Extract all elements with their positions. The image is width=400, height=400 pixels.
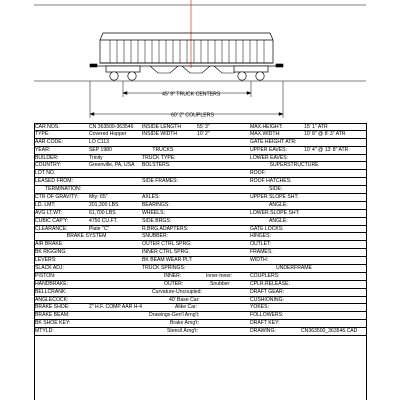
spec-cell: Plate "C" bbox=[89, 225, 110, 232]
spec-cell: LD. LMT: bbox=[35, 201, 56, 208]
spec-cell: 55' 3" bbox=[197, 124, 210, 130]
spec-cell: Covered Hopper bbox=[89, 130, 127, 137]
spec-cell: CUBIC CAP'Y: bbox=[35, 217, 69, 224]
spec-cell: 2" H.F. COMP AAR H-4 bbox=[89, 304, 142, 311]
truck-left bbox=[106, 66, 140, 80]
spec-cell: MAX.WIDTH: bbox=[250, 130, 281, 137]
spec-cell: AVG LT.WT: bbox=[35, 209, 62, 216]
spec-cell: 10' 4" @ 13' 8" ATR bbox=[304, 146, 349, 153]
spec-row bbox=[34, 241, 366, 249]
spec-cell: DRAWING: bbox=[250, 328, 276, 335]
spec-cell: INNER CTRL SPRG: bbox=[142, 249, 190, 256]
spec-cell: INNER: bbox=[164, 272, 182, 279]
spec-cell: TYPE: bbox=[35, 130, 50, 137]
spec-row bbox=[34, 162, 366, 170]
spec-cell: GATE HEIGHT ATR: bbox=[250, 138, 297, 145]
spec-cell: WHEELS: bbox=[142, 209, 165, 216]
spec-cell: ANGLE: bbox=[269, 217, 288, 224]
spec-cell: 10' 8" @ 8' 3" ATR bbox=[304, 130, 346, 137]
spec-cell: LOWER SLOPE SHT: bbox=[250, 209, 300, 216]
spec-cell: DRAFT GEAR: bbox=[250, 288, 285, 295]
spec-cell: SNUBBER: bbox=[142, 233, 169, 240]
spec-cell: 15' 1" ATR bbox=[304, 124, 328, 130]
spec-cell: CPLR.RELEASE: bbox=[250, 280, 290, 287]
spec-cell: CTR OF GRAVITY: bbox=[35, 194, 79, 201]
spec-cell: BELLCRANK: bbox=[35, 288, 67, 295]
spec-cell: BK BEAM WEAR PLT: bbox=[142, 257, 193, 264]
spec-row bbox=[34, 233, 366, 241]
spec-row bbox=[34, 328, 366, 336]
spec-cell: BEARINGS: bbox=[142, 201, 170, 208]
spec-cell: HINGES: bbox=[250, 233, 271, 240]
spec-cell: Brake Arng't: bbox=[170, 320, 200, 327]
spec-row bbox=[34, 186, 366, 194]
spec-row bbox=[34, 147, 366, 155]
spec-cell: ROOF: bbox=[250, 170, 267, 177]
spec-cell: BRAKE SYSTEM bbox=[66, 233, 107, 240]
spec-cell: CAR NOS. bbox=[35, 124, 60, 130]
truck-centers-label: 45' 9" TRUCK CENTERS bbox=[162, 91, 221, 98]
spec-cell: 61,700 LBS bbox=[89, 209, 116, 216]
spec-row bbox=[34, 139, 366, 147]
spec-cell: TRUCK SPRINGS: bbox=[142, 265, 186, 272]
spec-cell: 4750 CU.FT. bbox=[89, 217, 118, 224]
spec-cell: ROOF HATCHES: bbox=[250, 178, 292, 185]
spec-cell: 40' Base Car: bbox=[169, 296, 200, 303]
spec-cell: SEP 1980 bbox=[89, 146, 112, 153]
spec-cell: Stencil Arng't: bbox=[167, 328, 198, 335]
spec-cell: UPPER EAVES: bbox=[250, 146, 287, 153]
spec-cell: ANGLECOCK: bbox=[35, 296, 69, 303]
spec-cell: AAR CODE: bbox=[35, 138, 64, 145]
spec-cell: LOWER EAVES: bbox=[250, 154, 289, 161]
spec-cell: GATE LOCKS: bbox=[250, 225, 284, 232]
spec-cell: BOLSTERS: bbox=[142, 162, 171, 169]
spec-cell: SIDE: bbox=[269, 186, 283, 193]
spec-cell: AIR BRAKE: bbox=[35, 241, 64, 248]
spec-row bbox=[34, 297, 366, 305]
spec-cell: SLACK ADJ: bbox=[35, 265, 64, 272]
spec-cell: BRAKE SHOE: bbox=[35, 304, 70, 311]
truck-right bbox=[234, 66, 268, 80]
spec-row bbox=[34, 265, 366, 273]
spec-cell: WIDTH: bbox=[250, 257, 269, 264]
spec-cell: Mty: 65" bbox=[89, 194, 108, 201]
spec-cell: MAX.HEIGHT: bbox=[250, 124, 283, 130]
spec-cell: CN363500_363546.CAD bbox=[301, 328, 358, 335]
spec-cell: TRUCKS bbox=[152, 146, 174, 153]
spec-cell: INSIDE LENGTH bbox=[142, 124, 182, 130]
spec-cell: Inner-Inner: bbox=[206, 272, 233, 279]
spec-row bbox=[34, 273, 366, 281]
table-right-border bbox=[366, 123, 367, 400]
side-stakes bbox=[110, 40, 264, 63]
couplers-label: 60' 2" COUPLERS bbox=[171, 112, 214, 119]
hopper-bays bbox=[150, 66, 242, 73]
spec-cell: Trinity bbox=[89, 154, 103, 161]
spec-row bbox=[34, 123, 366, 131]
spec-cell: LEVERS: bbox=[35, 257, 57, 264]
spec-cell: TRUCK TYPE: bbox=[142, 154, 176, 161]
spec-cell: HANDBRAKE: bbox=[35, 280, 69, 287]
spec-cell: COUNTRY: bbox=[35, 162, 62, 169]
spec-cell: BK RIGGING: bbox=[35, 249, 67, 256]
spec-cell: UNDERFRAME bbox=[276, 265, 312, 272]
spec-row bbox=[34, 312, 366, 320]
spec-cell: FOLLOWERS: bbox=[250, 312, 284, 319]
spec-cell: TERMINATION: bbox=[45, 186, 82, 193]
spec-cell: LO C113 bbox=[89, 138, 110, 145]
spec-cell: Snubber: bbox=[210, 280, 231, 287]
spec-cell: MTYLD: bbox=[35, 328, 54, 335]
spec-cell: Curvature-Uncoupled: bbox=[152, 288, 202, 295]
spec-row bbox=[34, 281, 366, 289]
spec-cell: BRAKE BEAM: bbox=[35, 312, 70, 319]
spec-cell: DRAFT KEY: bbox=[250, 320, 280, 327]
spec-cell: SUPERSTRUCTURE bbox=[269, 162, 319, 169]
spec-cell: LOT NO. bbox=[35, 170, 56, 177]
spec-row bbox=[34, 155, 366, 163]
spec-row bbox=[34, 249, 366, 257]
spec-cell: Alike Car: bbox=[175, 304, 198, 311]
spec-row bbox=[34, 202, 366, 210]
spec-cell: YOKES: bbox=[250, 304, 269, 311]
spec-cell: CN 363500-363546 bbox=[89, 124, 134, 130]
spec-row bbox=[34, 257, 366, 265]
spec-cell: SIDE BRGS: bbox=[142, 217, 172, 224]
spec-cell: OUTLET: bbox=[250, 241, 271, 248]
spec-cell: 201,300 LBS bbox=[89, 201, 119, 208]
spec-row bbox=[34, 218, 366, 226]
spec-row bbox=[34, 304, 366, 312]
spec-table bbox=[34, 123, 366, 336]
spec-cell: 10' 2" bbox=[197, 130, 210, 137]
spec-row bbox=[34, 210, 366, 218]
spec-cell: Greenville, PA, USA bbox=[89, 162, 135, 169]
spec-cell: CLEARANCE: bbox=[35, 225, 68, 232]
spec-cell: ANGLE: bbox=[269, 201, 288, 208]
spec-cell: FRAMES: bbox=[250, 249, 273, 256]
spec-cell: UPPER SLOPE SHT: bbox=[250, 194, 299, 201]
spec-cell: OUTER CTRL SPRG: bbox=[142, 241, 192, 248]
spec-row bbox=[34, 289, 366, 297]
spec-row bbox=[34, 178, 366, 186]
spec-cell: CUSHIONING: bbox=[250, 296, 284, 303]
spec-cell: Drawings-Gen'l Arng't: bbox=[149, 312, 200, 319]
spec-cell: LEASED FROM: bbox=[35, 178, 73, 185]
spec-cell: YEAR: bbox=[35, 146, 51, 153]
spec-cell: R.BRG.ADAPTERS: bbox=[142, 225, 189, 232]
hopper-car-side-elevation bbox=[0, 0, 400, 122]
spec-cell: BK SHOE KEY: bbox=[35, 320, 71, 327]
spec-cell: AXLES: bbox=[142, 194, 160, 201]
spec-cell: INSIDE WIDTH bbox=[142, 130, 178, 137]
spec-row bbox=[34, 194, 366, 202]
spec-row bbox=[34, 320, 366, 328]
spec-cell: PISTON: bbox=[35, 272, 56, 279]
spec-row bbox=[34, 170, 366, 178]
spec-cell: COUPLERS: bbox=[250, 272, 280, 279]
spec-row bbox=[34, 226, 366, 234]
spec-row bbox=[34, 131, 366, 139]
spec-cell: SIDE FRAMES: bbox=[142, 178, 178, 185]
spec-cell: BUILDER: bbox=[35, 154, 59, 161]
spec-cell: OUTER: bbox=[164, 280, 184, 287]
